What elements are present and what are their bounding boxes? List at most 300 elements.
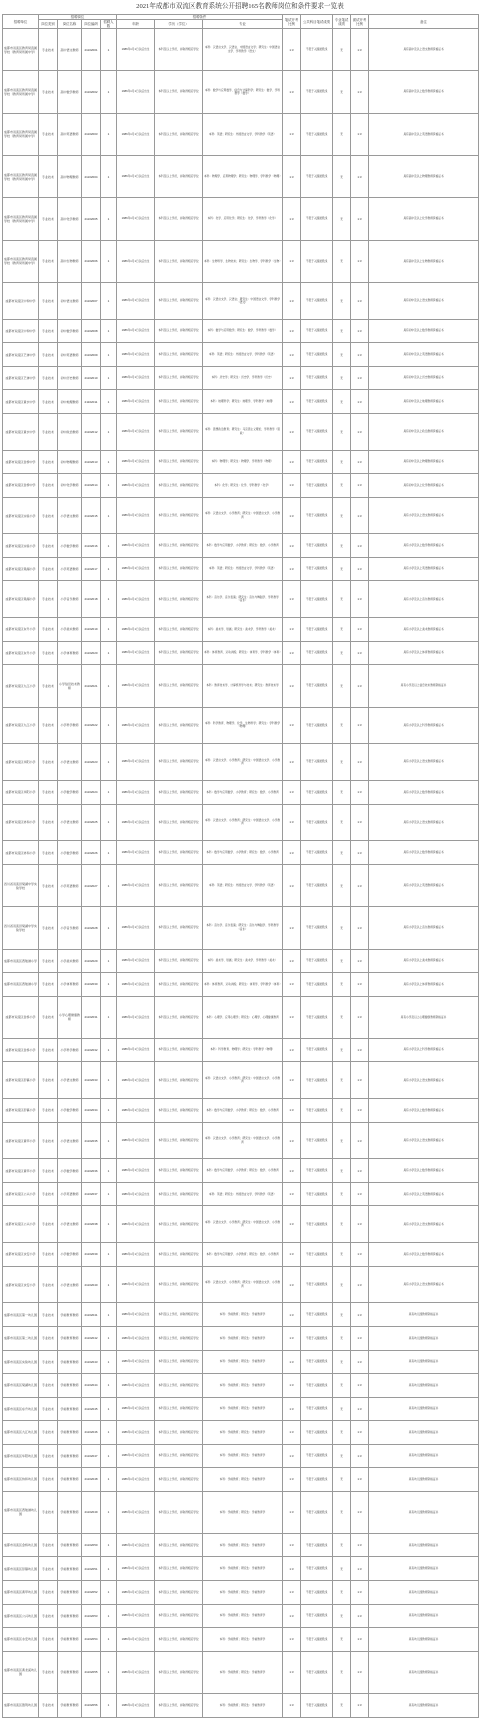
cell-degree: 本科及以上学历，并取得相应学位 (155, 996, 203, 1038)
cell-category: 专业技术 (39, 319, 58, 343)
cell-code: 21102007 (82, 283, 101, 320)
cell-exam: 不低于入围最低线 (301, 1444, 333, 1468)
cell-category: 专业技术 (39, 1327, 58, 1351)
cell-unit: 成都市双流区永安小学 (3, 1266, 39, 1303)
cell-ratio: 1:3 (283, 1350, 301, 1374)
cell-ratio: 1:3 (283, 1038, 301, 1062)
group-header: 招聘岗位 (39, 15, 117, 20)
cell-major: 本科：汉语言文学、小学教育；研究生：中国语言文学、小学教育 (203, 497, 283, 534)
cell-exam: 不低于入围最低线 (301, 1557, 333, 1581)
cell-category: 专业技术 (39, 1533, 58, 1557)
cell-code: 21102020 (82, 641, 101, 665)
cell-category: 专业技术 (39, 240, 58, 282)
cell-code: 21102004 (82, 156, 101, 198)
cell-count: 1 (101, 29, 117, 71)
cell-interview-ratio: 1:3 (351, 907, 369, 949)
cell-major: 本科：地理科学；研究生：地理学、学科教学（地理） (203, 390, 283, 414)
cell-exam: 不低于入围最低线 (301, 29, 333, 71)
cell-note: 具有幼儿园教师资格证书 (369, 1421, 479, 1445)
cell-interview-ratio: 1:3 (351, 581, 369, 618)
cell-ratio: 1:3 (283, 864, 301, 906)
cell-post: 小学语文教师 (58, 1122, 82, 1159)
table-row (3, 618, 479, 642)
cell-subject-exam: 无 (333, 343, 351, 367)
cell-major: 本科：化学、应用化学；研究生：化学、学科教学（化学） (203, 198, 283, 240)
table-row (3, 240, 479, 282)
table-row (3, 1099, 479, 1123)
cell-count: 1 (101, 534, 117, 558)
cell-interview-ratio: 1:3 (351, 319, 369, 343)
cell-note: 具有小学及以上英语教师资格证书 (369, 864, 479, 906)
cell-age: 1986年1月1日以后出生 (117, 949, 155, 973)
cell-age: 1986年1月1日以后出生 (117, 1557, 155, 1581)
table-row (3, 156, 479, 198)
cell-unit: 成都市双流区九江幼儿园 (3, 1421, 39, 1445)
cell-category: 专业技术 (39, 996, 58, 1038)
cell-interview-ratio: 1:3 (351, 973, 369, 997)
cell-code: 21102032 (82, 1038, 101, 1062)
cell-post: 小学数学教师 (58, 1159, 82, 1183)
cell-ratio: 1:3 (283, 1533, 301, 1557)
cell-major: 本科：学前教育；研究生：学前教育学 (203, 1580, 283, 1604)
cell-code: 21102012 (82, 413, 101, 450)
cell-exam: 不低于入围最低线 (301, 581, 333, 618)
cell-unit: 成都市双流区黄甲小学 (3, 1159, 39, 1183)
cell-unit: 成都市双流区东升小学 (3, 618, 39, 642)
cell-category: 专业技术 (39, 283, 58, 320)
cell-subject-exam: 无 (333, 1327, 351, 1351)
cell-post: 小学英语教师 (58, 1182, 82, 1206)
cell-age: 1986年1月1日以后出生 (117, 534, 155, 558)
table-row (3, 841, 479, 865)
cell-unit: 成都市双流区公兴小学 (3, 1182, 39, 1206)
cell-code: 21102014 (82, 474, 101, 498)
cell-subject-exam: 无 (333, 240, 351, 282)
table-row (3, 390, 479, 414)
cell-unit: 成都市双流区教育局直属学校（教育局所属中学） (3, 198, 39, 240)
cell-interview-ratio: 1:3 (351, 1468, 369, 1492)
cell-age: 1986年1月1日以后出生 (117, 1122, 155, 1159)
cell-subject-exam: 无 (333, 1468, 351, 1492)
cell-unit: 成都市双流区华阳小学 (3, 744, 39, 781)
cell-major: 本科：科学教育、物理学、化学、生物科学；研究生：学科教学（物理） (203, 707, 283, 744)
table-row (3, 804, 479, 841)
cell-category: 专业技术 (39, 1206, 58, 1243)
cell-subject-exam: 无 (333, 1693, 351, 1717)
cell-ratio: 1:3 (283, 29, 301, 71)
cell-degree: 本科及以上学历，并取得相应学位 (155, 1206, 203, 1243)
cell-interview-ratio: 1:3 (351, 497, 369, 534)
cell-unit: 成都市双流区九江小学 (3, 665, 39, 707)
cell-subject-exam: 无 (333, 413, 351, 450)
cell-interview-ratio: 1:3 (351, 413, 369, 450)
cell-exam: 不低于入围最低线 (301, 1693, 333, 1717)
cell-exam: 不低于入围最低线 (301, 557, 333, 581)
cell-count: 1 (101, 474, 117, 498)
table-row (3, 557, 479, 581)
cell-count: 1 (101, 907, 117, 949)
cell-unit: 成都市双流区黄甲小学 (3, 1122, 39, 1159)
cell-count: 1 (101, 1159, 117, 1183)
cell-note: 具有初中及以上政治教师资格证书 (369, 413, 479, 450)
cell-code: 21102037 (82, 1182, 101, 1206)
cell-major: 本科：英语；研究生：外国语言文学、学科教学（英语） (203, 557, 283, 581)
cell-category: 专业技术 (39, 1303, 58, 1327)
table-row (3, 1444, 479, 1468)
cell-degree: 本科及以上学历，并取得相应学位 (155, 497, 203, 534)
table-body (3, 29, 479, 1718)
cell-category: 专业技术 (39, 1122, 58, 1159)
cell-subject-exam: 无 (333, 113, 351, 155)
cell-major: 本科：英语；研究生：外国语言文学、学科教学（英语） (203, 113, 283, 155)
cell-degree: 本科及以上学历，并取得相应学位 (155, 1468, 203, 1492)
cell-subject-exam: 无 (333, 1397, 351, 1421)
cell-degree: 本科及以上学历，并取得相应学位 (155, 1397, 203, 1421)
cell-major: 本科：汉语言文学、小学教育；研究生：中国语言文学、小学教育 (203, 1062, 283, 1099)
cell-major: 本科：思想政治教育；研究生：马克思主义理论、学科教学（思政） (203, 413, 283, 450)
cell-interview-ratio: 1:3 (351, 1350, 369, 1374)
cell-exam: 不低于入围最低线 (301, 1421, 333, 1445)
cell-degree: 本科及以上学历，并取得相应学位 (155, 1038, 203, 1062)
cell-unit: 成都市双流区彭镇小学 (3, 1062, 39, 1099)
cell-post: 小学数学教师 (58, 534, 82, 558)
cell-post: 学前教育教师 (58, 1491, 82, 1533)
cell-age: 1986年1月1日以后出生 (117, 390, 155, 414)
cell-unit: 成都市双流区黄水中学 (3, 390, 39, 414)
cell-post: 学前教育教师 (58, 1397, 82, 1421)
cell-exam: 不低于入围最低线 (301, 1604, 333, 1628)
cell-exam: 不低于入围最低线 (301, 366, 333, 390)
cell-interview-ratio: 1:3 (351, 707, 369, 744)
cell-note: 具有小学及以上音乐教师资格证书 (369, 907, 479, 949)
cell-interview-ratio: 1:3 (351, 343, 369, 367)
cell-exam: 不低于入围最低线 (301, 343, 333, 367)
cell-category: 专业技术 (39, 198, 58, 240)
cell-age: 1986年1月1日以后出生 (117, 707, 155, 744)
cell-note: 具有幼儿园教师资格证书 (369, 1327, 479, 1351)
cell-code: 21102052 (82, 1580, 101, 1604)
table-row (3, 1628, 479, 1652)
cell-exam: 不低于入围最低线 (301, 1159, 333, 1183)
cell-unit: 成都市双流区永安小学 (3, 1243, 39, 1267)
cell-count: 1 (101, 1303, 117, 1327)
cell-age: 1986年1月1日以后出生 (117, 1182, 155, 1206)
cell-subject-exam: 无 (333, 744, 351, 781)
cell-category: 专业技术 (39, 665, 58, 707)
cell-major: 本科：汉语言文学、小学教育；研究生：中国语言文学、小学教育 (203, 1206, 283, 1243)
cell-count: 1 (101, 1491, 117, 1533)
cell-age: 1986年1月1日以后出生 (117, 1350, 155, 1374)
cell-degree: 本科及以上学历，并取得相应学位 (155, 156, 203, 198)
cell-exam: 不低于入围最低线 (301, 781, 333, 805)
cell-exam: 不低于入围最低线 (301, 1266, 333, 1303)
cell-post: 学前教育教师 (58, 1628, 82, 1652)
cell-ratio: 1:3 (283, 707, 301, 744)
cell-exam: 不低于入围最低线 (301, 1099, 333, 1123)
cell-note: 具有高中及以上语文教师资格证书 (369, 29, 479, 71)
cell-post: 高中数学教师 (58, 71, 82, 113)
cell-category: 专业技术 (39, 534, 58, 558)
cell-ratio: 1:3 (283, 1557, 301, 1581)
cell-code: 21102001 (82, 29, 101, 71)
column-header: 公共科目笔试成绩 (301, 15, 333, 29)
cell-degree: 本科及以上学历，并取得相应学位 (155, 1628, 203, 1652)
cell-age: 1986年1月1日以后出生 (117, 240, 155, 282)
table-row (3, 343, 479, 367)
table-row (3, 534, 479, 558)
cell-interview-ratio: 1:3 (351, 665, 369, 707)
cell-note: 具有小学及以上音乐教师资格证书 (369, 581, 479, 618)
cell-unit: 成都市双流区第二幼儿园 (3, 1327, 39, 1351)
cell-post: 初中物理教师 (58, 450, 82, 474)
cell-major: 本科：数学与应用数学、小学教育；研究生：数学、小学教育 (203, 781, 283, 805)
cell-post: 初中政治教师 (58, 413, 82, 450)
cell-code: 21102044 (82, 1374, 101, 1398)
cell-category: 专业技术 (39, 390, 58, 414)
cell-major: 本科：学前教育；研究生：学前教育学 (203, 1557, 283, 1581)
cell-category: 专业技术 (39, 29, 58, 71)
cell-exam: 不低于入围最低线 (301, 665, 333, 707)
cell-post: 初中语文教师 (58, 283, 82, 320)
cell-ratio: 1:3 (283, 973, 301, 997)
cell-ratio: 1:3 (283, 1444, 301, 1468)
cell-exam: 不低于入围最低线 (301, 113, 333, 155)
cell-category: 专业技术 (39, 366, 58, 390)
cell-category: 专业技术 (39, 804, 58, 841)
cell-ratio: 1:3 (283, 71, 301, 113)
cell-category: 专业技术 (39, 1038, 58, 1062)
cell-code: 21102024 (82, 781, 101, 805)
cell-unit: 成都市双流区华阳幼儿园 (3, 1444, 39, 1468)
table-row (3, 907, 479, 949)
cell-category: 专业技术 (39, 1444, 58, 1468)
cell-category: 专业技术 (39, 581, 58, 618)
cell-post: 小学数学教师 (58, 781, 82, 805)
column-header: 面试开考比例 (351, 15, 369, 29)
cell-note: 具有小学及以上语文教师资格证书 (369, 1206, 479, 1243)
cell-code: 21102055 (82, 1651, 101, 1693)
cell-subject-exam: 无 (333, 283, 351, 320)
cell-degree: 本科及以上学历，并取得相应学位 (155, 343, 203, 367)
cell-ratio: 1:3 (283, 450, 301, 474)
cell-code: 21102043 (82, 1350, 101, 1374)
cell-note: 具有初中及以上英语教师资格证书 (369, 343, 479, 367)
table-row (3, 71, 479, 113)
cell-degree: 本科及以上学历，并取得相应学位 (155, 319, 203, 343)
recruitment-table (2, 14, 479, 1718)
cell-note: 具有小学及以上语文教师资格证书 (369, 804, 479, 841)
cell-exam: 不低于入围最低线 (301, 907, 333, 949)
cell-degree: 本科及以上学历，并取得相应学位 (155, 1062, 203, 1099)
cell-exam: 不低于入围最低线 (301, 996, 333, 1038)
cell-major: 本科：教育技术学、计算机科学与技术；研究生：教育技术学 (203, 665, 283, 707)
cell-exam: 不低于入围最低线 (301, 1122, 333, 1159)
cell-subject-exam: 无 (333, 1243, 351, 1267)
cell-age: 1986年1月1日以后出生 (117, 283, 155, 320)
cell-major: 本科：物理学；研究生：物理学、学科教学（物理） (203, 450, 283, 474)
cell-code: 21102027 (82, 864, 101, 906)
cell-age: 1986年1月1日以后出生 (117, 1099, 155, 1123)
cell-count: 1 (101, 1580, 117, 1604)
cell-exam: 不低于入围最低线 (301, 841, 333, 865)
cell-post: 小学信息技术教师 (58, 665, 82, 707)
cell-category: 专业技术 (39, 557, 58, 581)
cell-category: 专业技术 (39, 474, 58, 498)
cell-ratio: 1:3 (283, 618, 301, 642)
cell-age: 1986年1月1日以后出生 (117, 1062, 155, 1099)
cell-major: 本科：汉语言文学、小学教育；研究生：中国语言文学、小学教育 (203, 1122, 283, 1159)
table-row (3, 450, 479, 474)
cell-degree: 本科及以上学历，并取得相应学位 (155, 841, 203, 865)
cell-major: 本科：英语；研究生：外国语言文学、学科教学（英语） (203, 343, 283, 367)
cell-age: 1986年1月1日以后出生 (117, 841, 155, 865)
cell-major: 本科：体育教育、运动训练；研究生：体育学、学科教学（体育） (203, 641, 283, 665)
cell-category: 专业技术 (39, 841, 58, 865)
cell-unit: 成都市双流区彭镇小学 (3, 1099, 39, 1123)
cell-count: 1 (101, 1604, 117, 1628)
cell-major: 本科：音乐学、音乐表演；研究生：音乐与舞蹈学、学科教学（音乐） (203, 907, 283, 949)
cell-degree: 本科及以上学历，并取得相应学位 (155, 1350, 203, 1374)
table-row (3, 283, 479, 320)
cell-category: 专业技术 (39, 1062, 58, 1099)
cell-ratio: 1:3 (283, 907, 301, 949)
cell-subject-exam: 无 (333, 1122, 351, 1159)
cell-unit: 成都市双流区永安幼儿园 (3, 1628, 39, 1652)
cell-count: 1 (101, 319, 117, 343)
cell-post: 小学心理健康教师 (58, 996, 82, 1038)
cell-category: 专业技术 (39, 1557, 58, 1581)
table-row (3, 973, 479, 997)
cell-age: 1986年1月1日以后出生 (117, 907, 155, 949)
cell-subject-exam: 无 (333, 781, 351, 805)
cell-unit: 成都市双流区彭镇幼儿园 (3, 1557, 39, 1581)
cell-category: 专业技术 (39, 1266, 58, 1303)
cell-post: 小学体育教师 (58, 641, 82, 665)
cell-post: 小学语文教师 (58, 1206, 82, 1243)
cell-major: 本科：学前教育；研究生：学前教育学 (203, 1421, 283, 1445)
cell-age: 1986年1月1日以后出生 (117, 1444, 155, 1468)
cell-ratio: 1:3 (283, 366, 301, 390)
cell-category: 专业技术 (39, 744, 58, 781)
cell-unit: 成都市双流区金桥中学 (3, 474, 39, 498)
table-row (3, 413, 479, 450)
cell-interview-ratio: 1:3 (351, 1651, 369, 1693)
cell-unit: 成都市双流区协和幼儿园 (3, 1468, 39, 1492)
cell-code: 21102040 (82, 1266, 101, 1303)
cell-degree: 本科及以上学历，并取得相应学位 (155, 744, 203, 781)
table-row (3, 707, 479, 744)
cell-major: 本科：学前教育；研究生：学前教育学 (203, 1651, 283, 1693)
cell-ratio: 1:3 (283, 1266, 301, 1303)
cell-subject-exam: 无 (333, 390, 351, 414)
cell-unit: 成都市双流区协和小学 (3, 804, 39, 841)
cell-exam: 不低于入围最低线 (301, 240, 333, 282)
cell-note: 具有小学及以上科学教师资格证书 (369, 707, 479, 744)
cell-note: 具有小学及以上数学教师资格证书 (369, 534, 479, 558)
cell-exam: 不低于入围最低线 (301, 1062, 333, 1099)
cell-note: 具有小学及以上语文教师资格证书 (369, 744, 479, 781)
cell-age: 1986年1月1日以后出生 (117, 581, 155, 618)
cell-count: 1 (101, 618, 117, 642)
cell-ratio: 1:3 (283, 1159, 301, 1183)
cell-unit: 成都市双流区金桥中学 (3, 450, 39, 474)
cell-code: 21102053 (82, 1604, 101, 1628)
cell-count: 1 (101, 841, 117, 865)
cell-age: 1986年1月1日以后出生 (117, 413, 155, 450)
cell-ratio: 1:3 (283, 1303, 301, 1327)
cell-post: 小学语文教师 (58, 1062, 82, 1099)
table-row (3, 949, 479, 973)
cell-major: 本科：美术学、绘画；研究生：美术学、学科教学（美术） (203, 618, 283, 642)
cell-note: 具有幼儿园教师资格证书 (369, 1374, 479, 1398)
cell-unit: 成都市双流区公兴幼儿园 (3, 1604, 39, 1628)
cell-count: 1 (101, 1374, 117, 1398)
cell-count: 1 (101, 744, 117, 781)
cell-interview-ratio: 1:3 (351, 1580, 369, 1604)
cell-exam: 不低于入围最低线 (301, 1580, 333, 1604)
cell-degree: 本科及以上学历，并取得相应学位 (155, 804, 203, 841)
cell-degree: 本科及以上学历，并取得相应学位 (155, 1651, 203, 1693)
cell-interview-ratio: 1:3 (351, 1421, 369, 1445)
cell-count: 1 (101, 450, 117, 474)
cell-exam: 不低于入围最低线 (301, 1491, 333, 1533)
cell-ratio: 1:3 (283, 1099, 301, 1123)
cell-exam: 不低于入围最低线 (301, 1651, 333, 1693)
cell-interview-ratio: 1:3 (351, 781, 369, 805)
cell-post: 小学英语教师 (58, 864, 82, 906)
cell-subject-exam: 无 (333, 841, 351, 865)
cell-degree: 本科及以上学历，并取得相应学位 (155, 1122, 203, 1159)
cell-ratio: 1:3 (283, 390, 301, 414)
cell-degree: 本科及以上学历，并取得相应学位 (155, 557, 203, 581)
cell-degree: 本科及以上学历，并取得相应学位 (155, 1159, 203, 1183)
cell-degree: 本科及以上学历，并取得相应学位 (155, 973, 203, 997)
cell-unit: 成都市双流区金桥小学 (3, 996, 39, 1038)
cell-age: 1986年1月1日以后出生 (117, 71, 155, 113)
cell-subject-exam: 无 (333, 366, 351, 390)
cell-code: 21102015 (82, 497, 101, 534)
cell-age: 1986年1月1日以后出生 (117, 29, 155, 71)
cell-interview-ratio: 1:3 (351, 864, 369, 906)
cell-code: 21102038 (82, 1206, 101, 1243)
cell-exam: 不低于入围最低线 (301, 497, 333, 534)
table-row (3, 497, 479, 534)
cell-count: 1 (101, 1421, 117, 1445)
cell-age: 1986年1月1日以后出生 (117, 804, 155, 841)
table-row (3, 1533, 479, 1557)
cell-note: 具有初中及以上历史教师资格证书 (369, 366, 479, 390)
cell-interview-ratio: 1:3 (351, 804, 369, 841)
cell-count: 1 (101, 665, 117, 707)
cell-degree: 本科及以上学历，并取得相应学位 (155, 29, 203, 71)
cell-post: 学前教育教师 (58, 1303, 82, 1327)
cell-post: 初中化学教师 (58, 474, 82, 498)
cell-post: 小学语文教师 (58, 804, 82, 841)
cell-major: 本科：物理学、应用物理学；研究生：物理学、学科教学（物理） (203, 156, 283, 198)
cell-interview-ratio: 1:3 (351, 1206, 369, 1243)
cell-note: 具有小学及以上美术教师资格证书 (369, 618, 479, 642)
table-row (3, 1468, 479, 1492)
cell-ratio: 1:3 (283, 497, 301, 534)
cell-ratio: 1:3 (283, 1604, 301, 1628)
cell-major: 本科：历史学；研究生：历史学、学科教学（历史） (203, 366, 283, 390)
table-row (3, 1350, 479, 1374)
cell-exam: 不低于入围最低线 (301, 198, 333, 240)
cell-note: 具有幼儿园教师资格证书 (369, 1533, 479, 1557)
cell-degree: 本科及以上学历，并取得相应学位 (155, 413, 203, 450)
cell-major: 本科：美术学、绘画；研究生：美术学、学科教学（美术） (203, 949, 283, 973)
cell-subject-exam: 无 (333, 1350, 351, 1374)
